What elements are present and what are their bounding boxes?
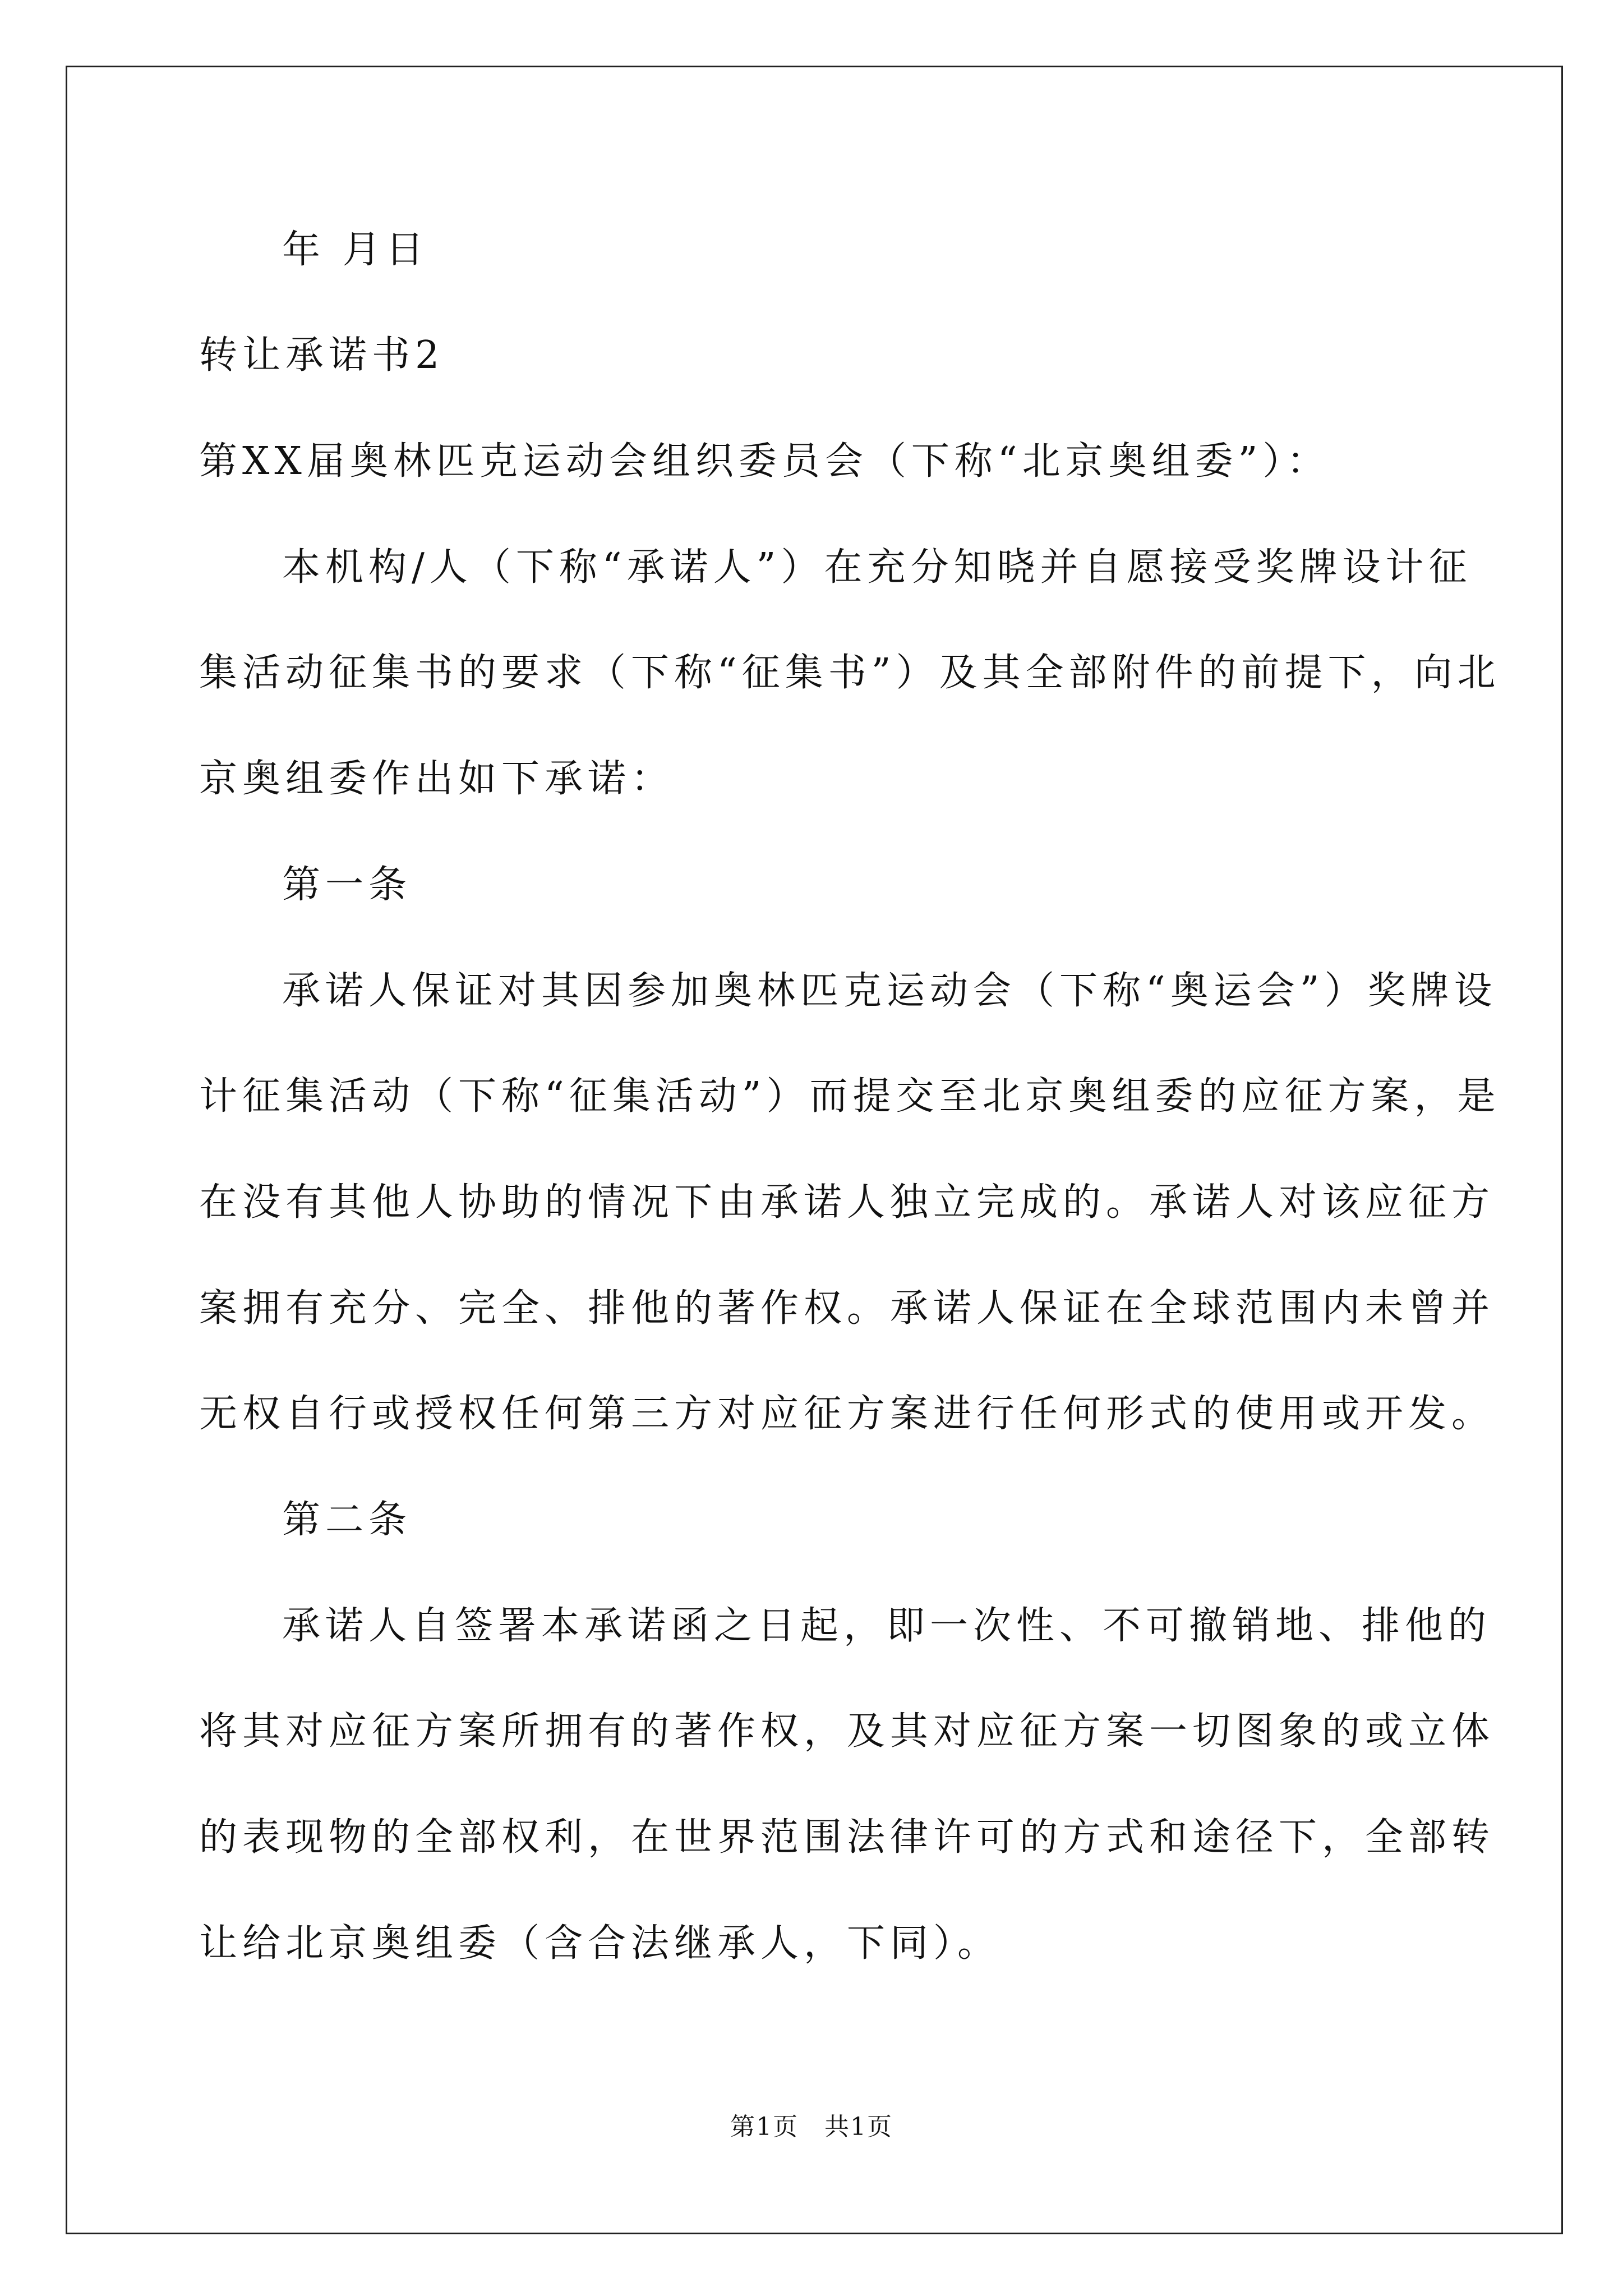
document-title: 转让承诺书2 — [199, 333, 445, 378]
salutation: 第XX届奥林匹克运动会组织委员会（下称“北京奥组委”）： — [199, 439, 1330, 484]
article-heading-1: 第一条 — [282, 863, 412, 907]
paragraph-line: 的表现物的全部权利，在世界范围法律许可的方式和途径下，全部转 — [199, 1815, 1495, 1860]
paragraph-line: 京奥组委作出如下承诺： — [199, 757, 675, 801]
paragraph-line: 承诺人自签署本承诺函之日起，即一次性、不可撤销地、排他的 — [282, 1604, 1492, 1648]
paragraph-line: 无权自行或授权任何第三方对应征方案进行任何形式的使用或开发。 — [199, 1392, 1495, 1436]
paragraph-line: 计征集活动（下称“征集活动”）而提交至北京奥组委的应征方案，是 — [199, 1074, 1501, 1119]
paragraph-line: 本机构/人（下称“承诺人”）在充分知晓并自愿接受奖牌设计征 — [282, 545, 1472, 590]
paragraph-line: 案拥有充分、完全、排他的著作权。承诺人保证在全球范围内未曾并 — [199, 1286, 1495, 1331]
date-line: 年 月日 — [282, 228, 429, 272]
article-heading-2: 第二条 — [282, 1498, 412, 1542]
paragraph-line: 将其对应征方案所拥有的著作权，及其对应征方案一切图象的或立体 — [199, 1709, 1495, 1754]
paragraph-line: 承诺人保证对其因参加奥林匹克运动会（下称“奥运会”）奖牌设 — [282, 969, 1497, 1013]
page-border — [66, 66, 1563, 2234]
paragraph-line: 让给北京奥组委（含合法继承人，下同）。 — [199, 1921, 1001, 1966]
paragraph-line: 在没有其他人协助的情况下由承诺人独立完成的。承诺人对该应征方 — [199, 1180, 1495, 1225]
page-footer: 第1页 共1页 — [730, 2113, 893, 2141]
paragraph-line: 集活动征集书的要求（下称“征集书”）及其全部附件的前提下，向北 — [199, 651, 1501, 695]
